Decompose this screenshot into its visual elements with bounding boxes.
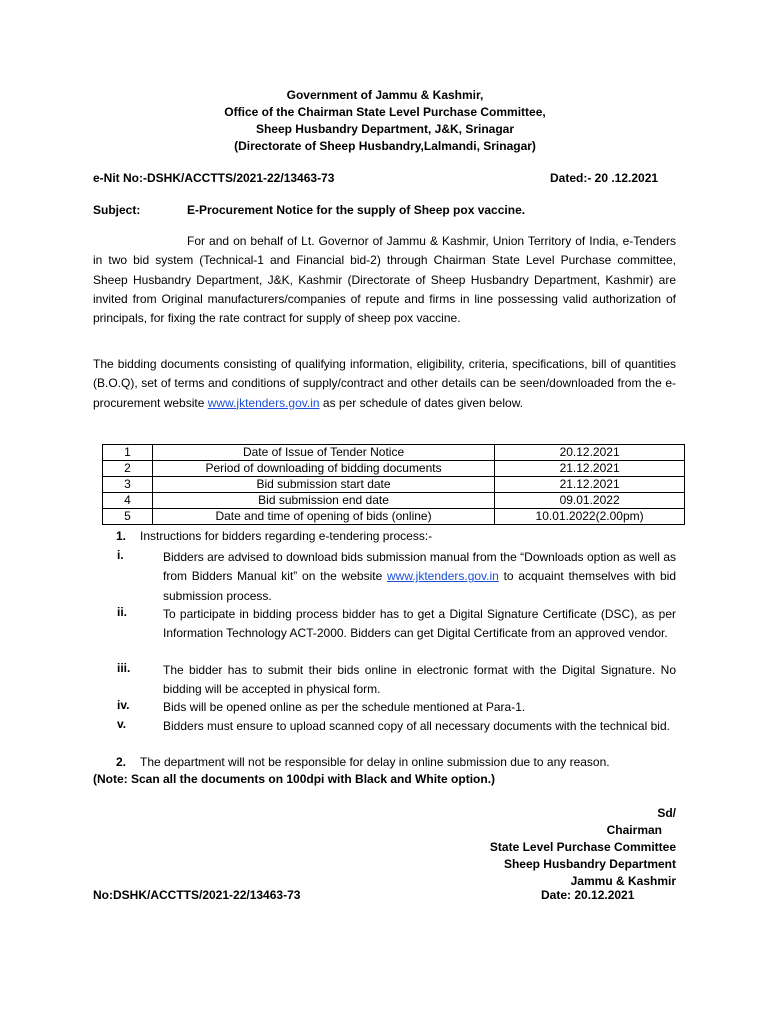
scan-note: (Note: Scan all the documents on 100dpi with Black and White option.) [93, 772, 496, 786]
sub-item-ii-number: ii. [117, 605, 128, 619]
signature-block [490, 805, 676, 890]
schedule-cell-event: Period of downloading of bidding documents [152, 461, 494, 477]
schedule-cell-number: 3 [103, 477, 153, 493]
sub-item-iii-text: The bidder has to submit their bids online in electronic format with the Digital Signature. No bidding will be accepted in physical form. [163, 663, 676, 697]
signatory-title: Chairman [606, 823, 662, 837]
sub-item-i-pre: Bidders are advised to download bids submission manual from the “Downloads option as well as from Bidders Manual kit” on the website [163, 550, 676, 584]
schedule-cell-number: 5 [103, 509, 153, 525]
schedule-cell-date: 09.01.2022 [495, 493, 685, 509]
sub-item-iv-number: iv. [117, 698, 130, 712]
para2-text: The bidding documents consisting of qualifying information, eligibility, criteria, specifications, bill of quantities (B.O.Q), set of terms and conditions of supply/contract and other details can be seen/downloaded from the e-procurement website [93, 357, 676, 410]
sub-item-iii-number: iii. [117, 661, 131, 675]
header-line-1: Government of Jammu & Kashmir, [286, 88, 484, 102]
body-paragraph-2 [93, 355, 676, 413]
sub-item-v-text: Bidders must ensure to upload scanned copy of all necessary documents with the technical bid. [163, 719, 670, 733]
schedule-cell-number: 4 [103, 493, 153, 509]
signatory-line-1: State Level Purchase Committee [489, 840, 676, 854]
sub-item-iv-text: Bids will be opened online as per the schedule mentioned at Para-1. [163, 700, 526, 714]
sub-item-i-number: i. [117, 548, 124, 562]
item-1-number: 1. [116, 529, 127, 543]
item-1-text: Instructions for bidders regarding e-tendering process:- [140, 529, 433, 543]
item-2-number: 2. [116, 755, 127, 769]
schedule-cell-event: Bid submission start date [152, 477, 494, 493]
sub-item-ii-text: To participate in bidding process bidder has to get a Digital Signature Certificate (DSC), as per Information Technology ACT-2000. Bidders can get Digital Certificate from an approved vendor. [163, 607, 676, 641]
nit-number: e-Nit No:-DSHK/ACCTTS/2021-22/13463-73 [93, 171, 335, 185]
sd-mark: Sd/ [657, 806, 676, 820]
schedule-cell-date: 21.12.2021 [495, 461, 685, 477]
item-2-text: The department will not be responsible for delay in online submission due to any reason. [140, 755, 610, 769]
header-line-4: (Directorate of Sheep Husbandry,Lalmandi, Srinagar) [234, 139, 536, 153]
letterhead [0, 87, 770, 155]
schedule-cell-date: 21.12.2021 [495, 477, 685, 493]
schedule-row [103, 509, 685, 525]
subject-text: E-Procurement Notice for the supply of Sheep pox vaccine. [187, 203, 526, 217]
schedule-cell-date: 20.12.2021 [495, 445, 685, 461]
footer-number: No:DSHK/ACCTTS/2021-22/13463-73 [93, 888, 301, 902]
schedule-row [103, 493, 685, 509]
schedule-cell-event: Date of Issue of Tender Notice [152, 445, 494, 461]
schedule-cell-number: 2 [103, 461, 153, 477]
schedule-row [103, 461, 685, 477]
schedule-table [102, 444, 685, 525]
schedule-cell-date: 10.01.2022(2.00pm) [495, 509, 685, 525]
sub-item-v-number: v. [117, 717, 127, 731]
schedule-cell-number: 1 [103, 445, 153, 461]
header-line-2: Office of the Chairman State Level Purchase Committee, [224, 105, 546, 119]
sub-item-i-post: to acquaint themselves with bid submission process. [163, 569, 676, 603]
header-line-3: Sheep Husbandry Department, J&K, Srinagar [255, 122, 515, 136]
body-paragraph-1: For and on behalf of Lt. Governor of Jammu & Kashmir, Union Territory of India, e-Tenders in two bid system (Technical-1 and Financial bid-2) through Chairman State Level Purchase committee, Sheep Husbandry Department, J&K, Kashmir (Directorate of Sheep Husbandry Department, Kashmir) are invited from Original manufacturers/companies of repute and firms in line possessing valid authorization of principals, for fixing the rate contract for supply of sheep pox vaccine. [93, 234, 676, 326]
jktenders-link-2[interactable]: www.jktenders.gov.in [387, 569, 499, 584]
jktenders-link[interactable]: www.jktenders.gov.in [207, 395, 320, 410]
schedule-row [103, 445, 685, 461]
subject-label: Subject: [93, 203, 141, 217]
schedule-cell-event: Bid submission end date [152, 493, 494, 509]
dated: Dated:- 20 .12.2021 [550, 171, 659, 185]
signatory-line-2: Sheep Husbandry Department [503, 857, 676, 871]
schedule-cell-event: Date and time of opening of bids (online) [152, 509, 494, 525]
schedule-row [103, 477, 685, 493]
footer-date: Date: 20.12.2021 [541, 888, 635, 902]
para2-text-end: as per schedule of dates given below. [319, 395, 524, 410]
signatory-line-3: Jammu & Kashmir [570, 874, 676, 888]
sub-item-i-text [163, 548, 676, 606]
